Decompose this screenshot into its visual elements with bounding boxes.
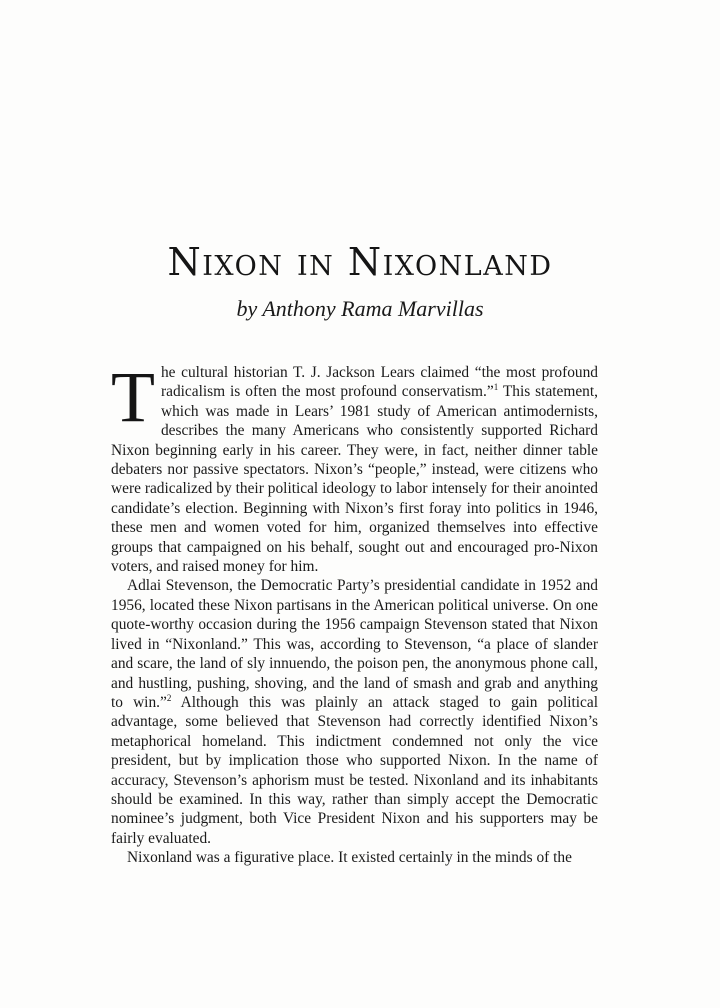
paragraph-2 (111, 576, 598, 848)
paragraph-1-text-b: This statement, which was made in Lears’ 1981 study of American antimodernists, describes the many Americans who consistently supported Richard Nixon beginning early in his career. They were, in fact, neither dinner table debaters nor passive spectators. Nixon’s “people,” instead, were citizens who were radicalized by their political ideology to labor intensely for their anointed candidate’s election. Beginning with Nixon’s first foray into politics in 1946, these men and women voted for him, organized themselves into effective groups that campaigned on his behalf, sought out and encouraged pro-Nixon voters, and raised money for him. (111, 383, 599, 576)
drop-cap: T (111, 357, 155, 437)
footnote-ref-1: 1 (493, 382, 499, 393)
paragraph-1 (111, 357, 599, 576)
paragraph-3 (111, 848, 598, 867)
byline: by Anthony Rama Marvillas (236, 296, 484, 321)
paragraph-3-text: Nixonland was a figurative place. It existed certainly in the minds of the (127, 849, 572, 867)
paragraph-2-text-a: Adlai Stevenson, the Democratic Party’s presidential candidate in 1952 and 1956, located these Nixon partisans in the American political universe. On one quote-worthy occasion during the 1956 campaign Stevenson stated that Nixon lived in “Nixonland.” This was, according to Stevenson, “a place of slander and scare, the land of sly innuendo, the poison pen, the anonymous phone call, and hustling, pushing, shoving, and the land of smash and grab and anything to win.” (111, 577, 598, 711)
page-title: Nixon in Nixonland (167, 240, 553, 284)
article-body (111, 357, 599, 868)
paragraph-2-text-b: Although this was plainly an attack staged to gain political advantage, some believed that Stevenson had correctly identified Nixon’s metaphorical homeland. This indictment condemned not only the vice president, but by implication those who supported Nixon. In the name of accuracy, Stevenson’s aphorism must be tested. Nixonland and its inhabitants should be examined. In this way, rather than simply accept the Democratic nominee’s judgment, both Vice President Nixon and his supporters may be fairly evaluated. (111, 693, 598, 847)
footnote-ref-2: 2 (166, 692, 172, 703)
paragraph-1-text-a: he cultural historian T. J. Jackson Lears claimed “the most profound radicalism is often the most profound conservatism.” (160, 364, 598, 401)
